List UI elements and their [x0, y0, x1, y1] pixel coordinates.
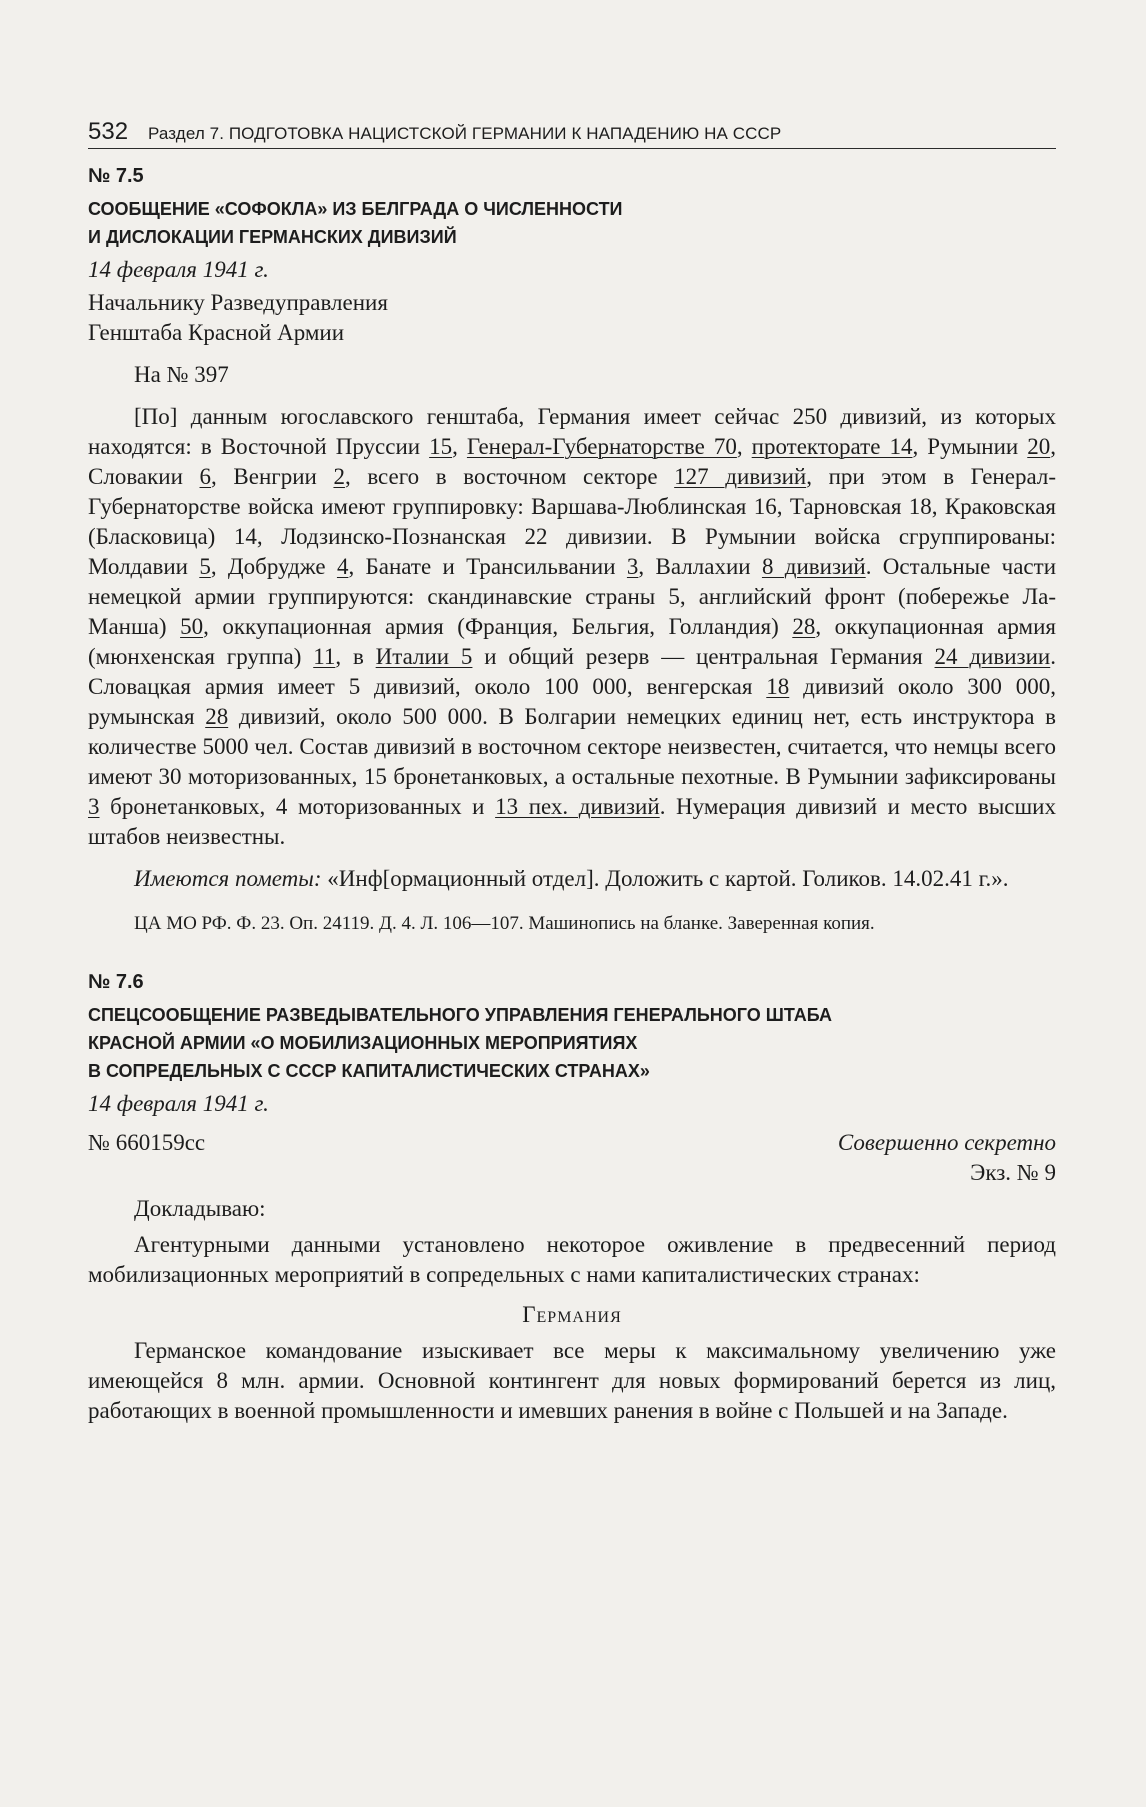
country-paragraph: Германское командование изыскивает все меры к максимальному увеличению уже имеющейся 8 млн. армии. Основной контингент для новых формирований берется из лиц, работающих в военной промышленности и имевших ранения в войне с Польшей и на Западе. [88, 1338, 1056, 1423]
intro-paragraph: Агентурными данными установлено некоторое оживление в предвесенний период мобилизационных мероприятий в сопредельных с нами капиталистических странах: [88, 1232, 1056, 1287]
underlined-figure: протекторате 14 [751, 434, 913, 459]
body-text: . Остальные части немецкой армии группируются: скандинавские страны 5, английский фронт (побережье Ла-Манша) [88, 554, 1057, 639]
underlined-figure: 8 дивизий [761, 554, 866, 579]
body-text: , Добрудже [210, 554, 337, 579]
underlined-figure: Италии 5 [375, 644, 473, 669]
body-text: , в [335, 644, 376, 669]
report-opening: Докладываю: [134, 1196, 266, 1221]
annotations [88, 864, 1056, 894]
underlined-figure: 13 пех. дивизий [495, 794, 660, 819]
body-text: , всего в восточном секторе [344, 464, 675, 489]
body-text: , Банате и Трансильвании [348, 554, 627, 579]
archive-reference: ЦА МО РФ. Ф. 23. Оп. 24119. Д. 4. Л. 106—107. Машинопись на бланке. Заверенная копия. [134, 913, 875, 934]
page-content [88, 163, 1056, 1426]
underlined-figure: 28 [205, 704, 229, 729]
body-text: и общий резерв — центральная Германия [472, 644, 935, 669]
underlined-figure: 20 [1027, 434, 1051, 459]
doc-id: № 660159сс [88, 1130, 206, 1155]
doc-title-line: СПЕЦСООБЩЕНИЕ РАЗВЕДЫВАТЕЛЬНОГО УПРАВЛЕНИЯ ГЕНЕРАЛЬНОГО ШТАБА [88, 1005, 832, 1025]
secrecy-stamp: Совершенно секретно [837, 1130, 1056, 1155]
message-body [88, 402, 1056, 852]
body-text: [По] данным югославского генштаба, Германия имеет сейчас 250 дивизий, из которых находятся: в Восточной Пруссии [88, 404, 1056, 459]
underlined-figure: 6 [199, 464, 212, 489]
doc-number: № 7.6 [88, 971, 144, 993]
doc-title [88, 195, 1056, 251]
doc-number: № 7.5 [88, 165, 144, 187]
body-text: бронетанковых, 4 моторизованных и [99, 794, 496, 819]
body-text: , Венгрии [211, 464, 334, 489]
addressee [88, 288, 1056, 348]
underlined-figure: 5 [199, 554, 211, 579]
doc-title-line: КРАСНОЙ АРМИИ «О МОБИЛИЗАЦИОННЫХ МЕРОПРИЯТИЯХ [88, 1033, 638, 1053]
underlined-figure: Генерал-Губернаторстве 70 [466, 434, 737, 459]
running-header [88, 118, 1056, 149]
annotations-text: «Инф[ормационный отдел]. Доложить с картой. Голиков. 14.02.41 г.». [321, 866, 1009, 891]
doc-date: 14 февраля 1941 г. [88, 1091, 269, 1116]
reference-number: На № 397 [134, 362, 229, 387]
addressee-line: Генштаба Красной Армии [88, 320, 345, 345]
body-text: дивизий, около 500 000. В Болгарии немецких единиц нет, есть инструктора в количестве 5000 чел. Состав дивизий в восточном секторе неизвестен, считается, что немцы всего имеют 30 моторизованных, 15 бронетанковых, а остальные пехотные. В Румынии зафиксированы [88, 704, 1056, 789]
page-number: 532 [88, 118, 129, 145]
doc-title-line: СООБЩЕНИЕ «СОФОКЛА» ИЗ БЕЛГРАДА О ЧИСЛЕННОСТИ [88, 199, 623, 219]
body-text: дивизий около 300 000, румынская [88, 674, 1057, 729]
document-7-5 [88, 163, 1056, 937]
underlined-figure: 18 [766, 674, 790, 699]
body-text: , при этом в Генерал-Губернаторстве войска имеют группировку: Варшава-Люблинская 16, Тарновская 18, Краковская (Бласковица) 14, Лодзинско-Познанская 22 дивизии. В Румынии войска сгруппированы: Молдавии [88, 464, 1056, 579]
underlined-figure: 28 [792, 614, 816, 639]
copy-number: Экз. № 9 [970, 1160, 1056, 1185]
underlined-figure: 50 [180, 614, 204, 639]
body-text: . Словацкая армия имеет 5 дивизий, около 100 000, венгерская [88, 644, 1056, 699]
doc-title-line: И ДИСЛОКАЦИИ ГЕРМАНСКИХ ДИВИЗИЙ [88, 227, 457, 247]
doc-meta-row [88, 1128, 1056, 1158]
underlined-figure: 2 [333, 464, 345, 489]
country-heading: Германия [522, 1302, 622, 1327]
underlined-figure: 15 [429, 434, 453, 459]
body-text: , Валлахии [638, 554, 762, 579]
underlined-figure: 3 [626, 554, 639, 579]
body-text: , Румынии [912, 434, 1028, 459]
underlined-figure: 127 дивизий [674, 464, 807, 489]
document-7-6 [88, 969, 1056, 1426]
body-text: , оккупационная армия (мюнхенская группа) [88, 614, 1056, 669]
underlined-figure: 4 [336, 554, 349, 579]
body-text: , [736, 434, 752, 459]
addressee-line: Начальнику Разведуправления [88, 290, 388, 315]
doc-title-line: В СОПРЕДЕЛЬНЫХ С СССР КАПИТАЛИСТИЧЕСКИХ СТРАНАХ» [88, 1061, 650, 1081]
doc-title [88, 1001, 1056, 1085]
annotations-label: Имеются пометы: [134, 866, 322, 891]
body-text: , [452, 434, 467, 459]
body-text: . Нумерация дивизий и место высших штабов неизвестны. [88, 794, 1056, 849]
section-title: Раздел 7. ПОДГОТОВКА НАЦИСТСКОЙ ГЕРМАНИИ К НАПАДЕНИЮ НА СССР [148, 124, 782, 143]
body-text: , Словакии [88, 434, 1056, 489]
underlined-figure: 24 дивизии [934, 644, 1051, 669]
doc-date: 14 февраля 1941 г. [88, 257, 269, 282]
underlined-figure: 3 [88, 794, 100, 819]
underlined-figure: 11 [313, 644, 336, 669]
body-text: , оккупационная армия (Франция, Бельгия, Голландия) [203, 614, 793, 639]
